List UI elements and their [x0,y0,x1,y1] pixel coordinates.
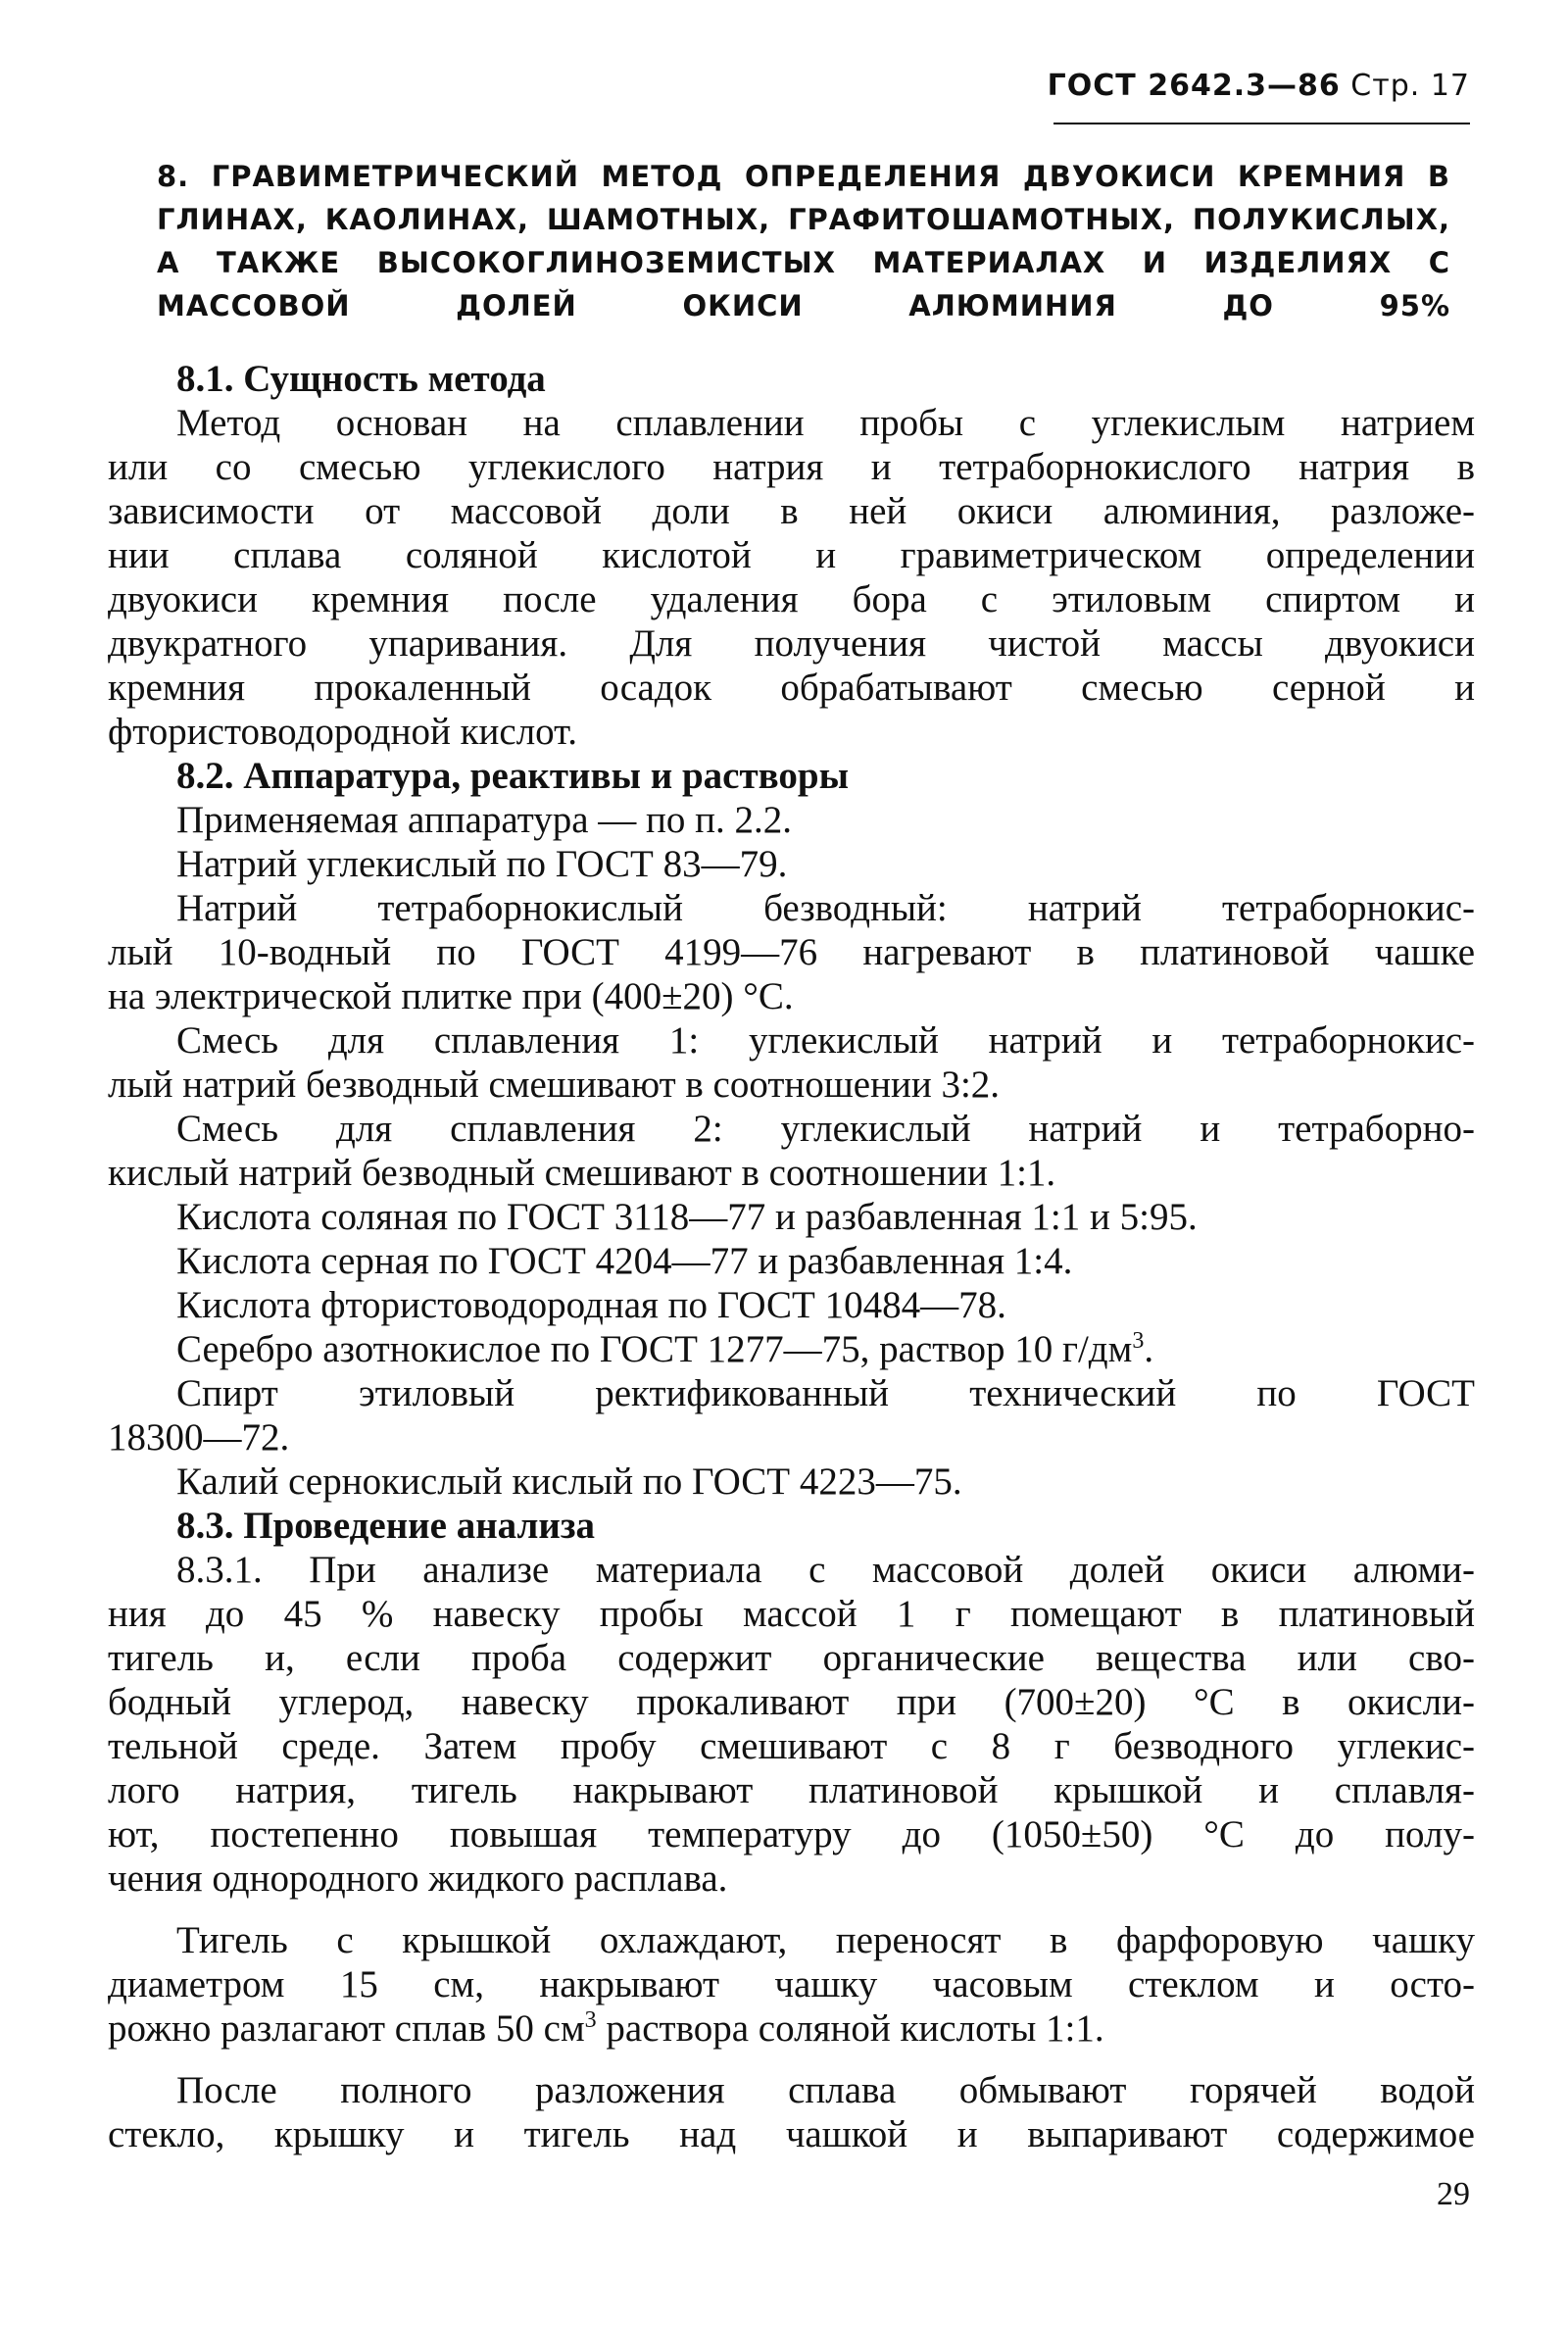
text-line: стекло, крышку и тигель над чашкой и выпаривают содержимое [108,2113,1475,2155]
text-line: бодный углерод, навеску прокаливают при (700±20) °С в окисли- [108,1681,1475,1723]
text-line: двукратного упаривания. Для получения чистой массы двуокиси [108,622,1475,665]
text-line: Кислота соляная по ГОСТ 3118—77 и разбавленная 1:1 и 5:95. [176,1196,1198,1238]
text-line: лый 10-водный по ГОСТ 4199—76 нагревают в платиновой чашке [108,931,1475,973]
text-line [108,1548,1475,1592]
text-line: После полного разложения сплава обмывают горячей водой [176,2069,1475,2111]
text-line: кислый натрий безводный смешивают в соотношении 1:1. [108,1152,1056,1194]
text-line: Смесь для сплавления 1: углекислый натрий и тетраборнокис- [176,1019,1475,1062]
text-fragment: Серебро азотнокислое по ГОСТ 1277—75, раствор 10 г/дм [176,1328,1133,1370]
page-number: 29 [1437,2176,1470,2212]
text-fragment: раствора соляной кислоты 1:1. [596,2007,1104,2050]
header-rule [1054,123,1470,124]
text-line [108,2006,1475,2051]
text-line: двуокиси кремния после удаления бора с этиловым спиртом и [108,578,1475,620]
superscript: 3 [1132,1328,1145,1354]
text-line: Натрий тетраборнокислый безводный: натрий тетраборнокис- [176,887,1475,929]
title-line: 8. ГРАВИМЕТРИЧЕСКИЙ МЕТОД ОПРЕДЕЛЕНИЯ ДВУОКИСИ КРЕМНИЯ В [157,160,1450,193]
text-line: Применяемая аппаратура — по п. 2.2. [176,799,793,841]
title-line: ГЛИНАХ, КАОЛИНАХ, ШАМОТНЫХ, ГРАФИТОШАМОТНЫХ, ПОЛУКИСЛЫХ, [157,203,1450,236]
text-line: Калий сернокислый кислый по ГОСТ 4223—75. [176,1460,962,1503]
text-line: Кислота серная по ГОСТ 4204—77 и разбавленная 1:4. [176,1240,1073,1282]
text-line: кремния прокаленный осадок обрабатывают смесью серной и [108,667,1475,709]
text-line: Метод основан на сплавлении пробы с углекислым натрием [176,402,1475,444]
text-line: тигель и, если проба содержит органические вещества или сво- [108,1637,1475,1679]
text-line: фтористоводородной кислот. [108,711,578,753]
page-header [1048,69,1470,103]
text-line: на электрической плитке при (400±20) °С. [108,975,794,1017]
text-line [108,1327,1475,1371]
section-title [157,155,1450,327]
text-line: Тигель с крышкой охлаждают, переносят в фарфоровую чашку [176,1919,1475,1961]
text-line: 18300—72. [108,1416,290,1459]
text-fragment: При анализе материала с массовой долей окиси алюми- [309,1549,1476,1591]
text-line: ния до 45 % навеску пробы массой 1 г помещают в платиновый [108,1593,1475,1635]
text-fragment: . [1144,1328,1154,1370]
text-line: тельной среде. Затем пробу смешивают с 8 г безводного углекис- [108,1725,1475,1767]
subsection-heading-8-1: 8.1. Сущность метода [176,358,546,400]
subsection-heading-8-2: 8.2. Аппаратура, реактивы и растворы [176,755,850,797]
superscript: 3 [584,2007,597,2033]
text-line: Спирт этиловый ректификованный технический по ГОСТ [176,1372,1475,1414]
text-line: Кислота фтористоводородная по ГОСТ 10484—78. [176,1284,1006,1326]
title-line: МАССОВОЙ ДОЛЕЙ ОКИСИ АЛЮМИНИЯ ДО 95% [157,289,1450,322]
text-line: ют, постепенно повышая температуру до (1050±50) °С до полу- [108,1813,1475,1856]
clause-number: 8.3.1. [176,1549,263,1591]
subsection-heading-8-3: 8.3. Проведение анализа [176,1505,596,1547]
document-body [108,357,1475,2156]
title-line: А ТАКЖЕ ВЫСОКОГЛИНОЗЕМИСТЫХ МАТЕРИАЛАХ И ИЗДЕЛИЯХ С [157,246,1450,279]
text-line: лого натрия, тигель накрывают платиновой крышкой и сплавля- [108,1769,1475,1811]
text-fragment: рожно разлагают сплав 50 см [108,2007,585,2050]
page-label: Стр. 17 [1350,69,1470,103]
text-line: зависимости от массовой доли в ней окиси алюминия, разложе- [108,490,1475,532]
text-line: лый натрий безводный смешивают в соотношении 3:2. [108,1064,1001,1106]
text-line: чения однородного жидкого расплава. [108,1857,728,1900]
text-line: или со смесью углекислого натрия и тетраборнокислого натрия в [108,446,1475,488]
text-line: Натрий углекислый по ГОСТ 83—79. [176,843,788,885]
text-line: нии сплава соляной кислотой и гравиметрическом определении [108,534,1475,576]
text-line: Смесь для сплавления 2: углекислый натрий и тетраборно- [176,1108,1475,1150]
text-line: диаметром 15 см, накрывают чашку часовым стеклом и осто- [108,1963,1475,2005]
standard-number: ГОСТ 2642.3—86 [1047,69,1341,103]
